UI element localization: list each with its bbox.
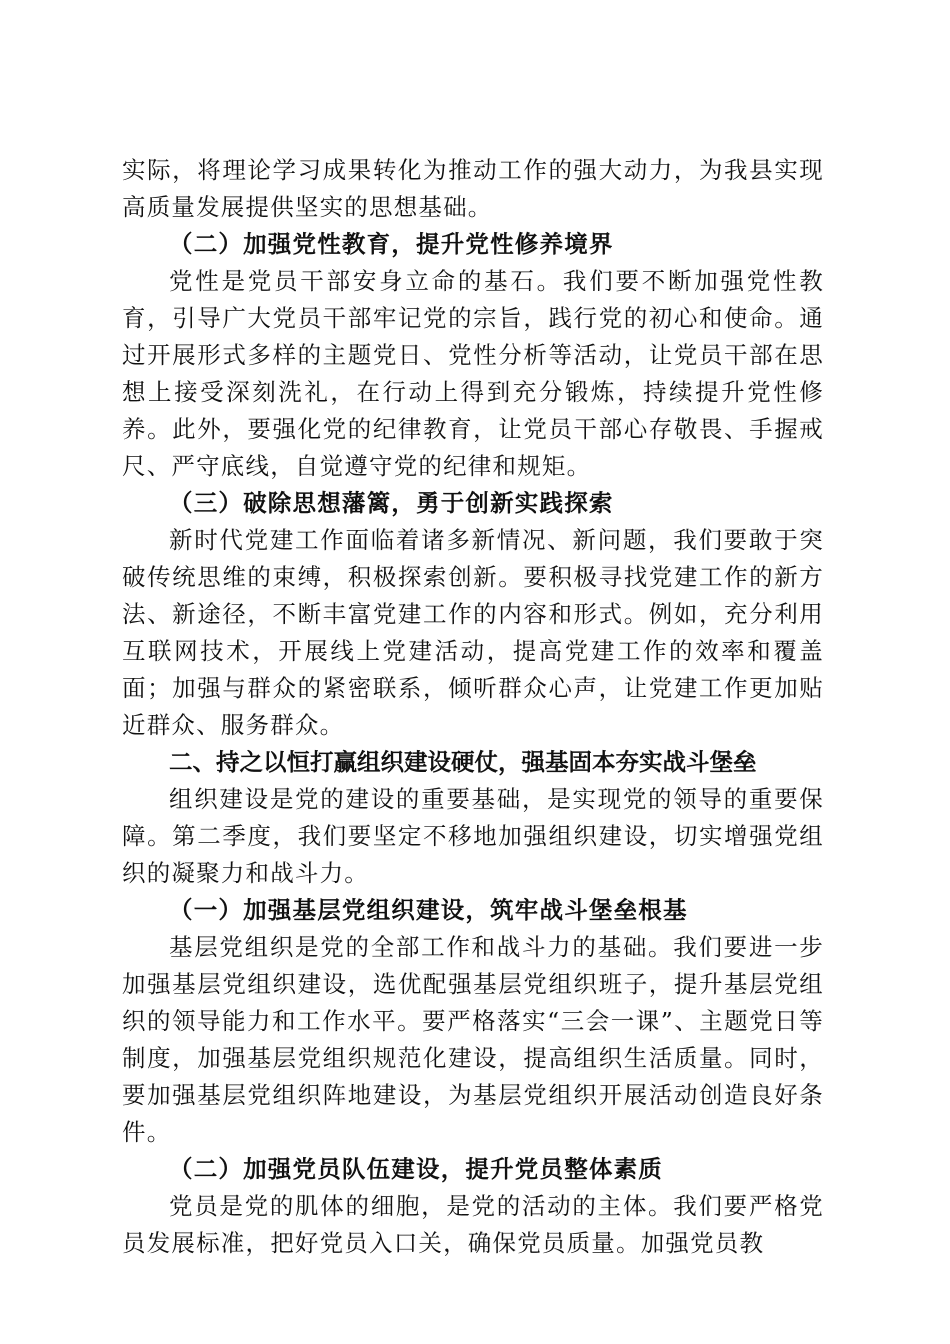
paragraph-continuation: 实际，将理论学习成果转化为推动工作的强大动力，为我县实现高质量发展提供坚实的思想基础。	[122, 156, 824, 221]
document-body	[122, 152, 824, 1262]
section-heading-party-spirit: （二）加强党性教育，提升党性修养境界	[169, 230, 614, 258]
paragraph-innovation: 新时代党建工作面临着诸多新情况、新问题，我们要敢于突破传统思维的束缚，积极探索创新。要积极寻找党建工作的新方法、新途径，不断丰富党建工作的内容和形式。例如，充分利用互联网技术，开展线上党建活动，提高党建工作的效率和覆盖面；加强与群众的紧密联系，倾听群众心声，让党建工作更加贴近群众、服务群众。	[122, 526, 824, 739]
paragraph-organization-intro: 组织建设是党的建设的重要基础，是实现党的领导的重要保障。第二季度，我们要坚定不移地加强组织建设，切实增强党组织的凝聚力和战斗力。	[122, 785, 824, 887]
paragraph-party-spirit: 党性是党员干部安身立命的基石。我们要不断加强党性教育，引导广大党员干部牢记党的宗旨，践行党的初心和使命。通过开展形式多样的主题党日、党性分析等活动，让党员干部在思想上接受深刻洗礼，在行动上得到充分锻炼，持续提升党性修养。此外，要强化党的纪律教育，让党员干部心存敬畏、手握戒尺、严守底线，自觉遵守党的纪律和规矩。	[122, 267, 824, 480]
chapter-heading-organization: 二、持之以恒打赢组织建设硬仗，强基固本夯实战斗堡垒	[169, 748, 757, 776]
paragraph-members: 党员是党的肌体的细胞，是党的活动的主体。我们要严格党员发展标准，把好党员入口关，确保党员质量。加强党员教	[122, 1192, 824, 1257]
section-heading-members: （二）加强党员队伍建设，提升党员整体素质	[169, 1155, 663, 1183]
paragraph-grassroots: 基层党组织是党的全部工作和战斗力的基础。我们要进一步加强基层党组织建设，选优配强基层党组织班子，提升基层党组织的领导能力和工作水平。要严格落实“三会一课”、主题党日等制度，加强基层党组织规范化建设，提高组织生活质量。同时，要加强基层党组织阵地建设，为基层党组织开展活动创造良好条件。	[122, 933, 824, 1146]
section-heading-grassroots: （一）加强基层党组织建设，筑牢战斗堡垒根基	[169, 896, 688, 924]
section-heading-innovation: （三）破除思想藩篱，勇于创新实践探索	[169, 489, 614, 517]
